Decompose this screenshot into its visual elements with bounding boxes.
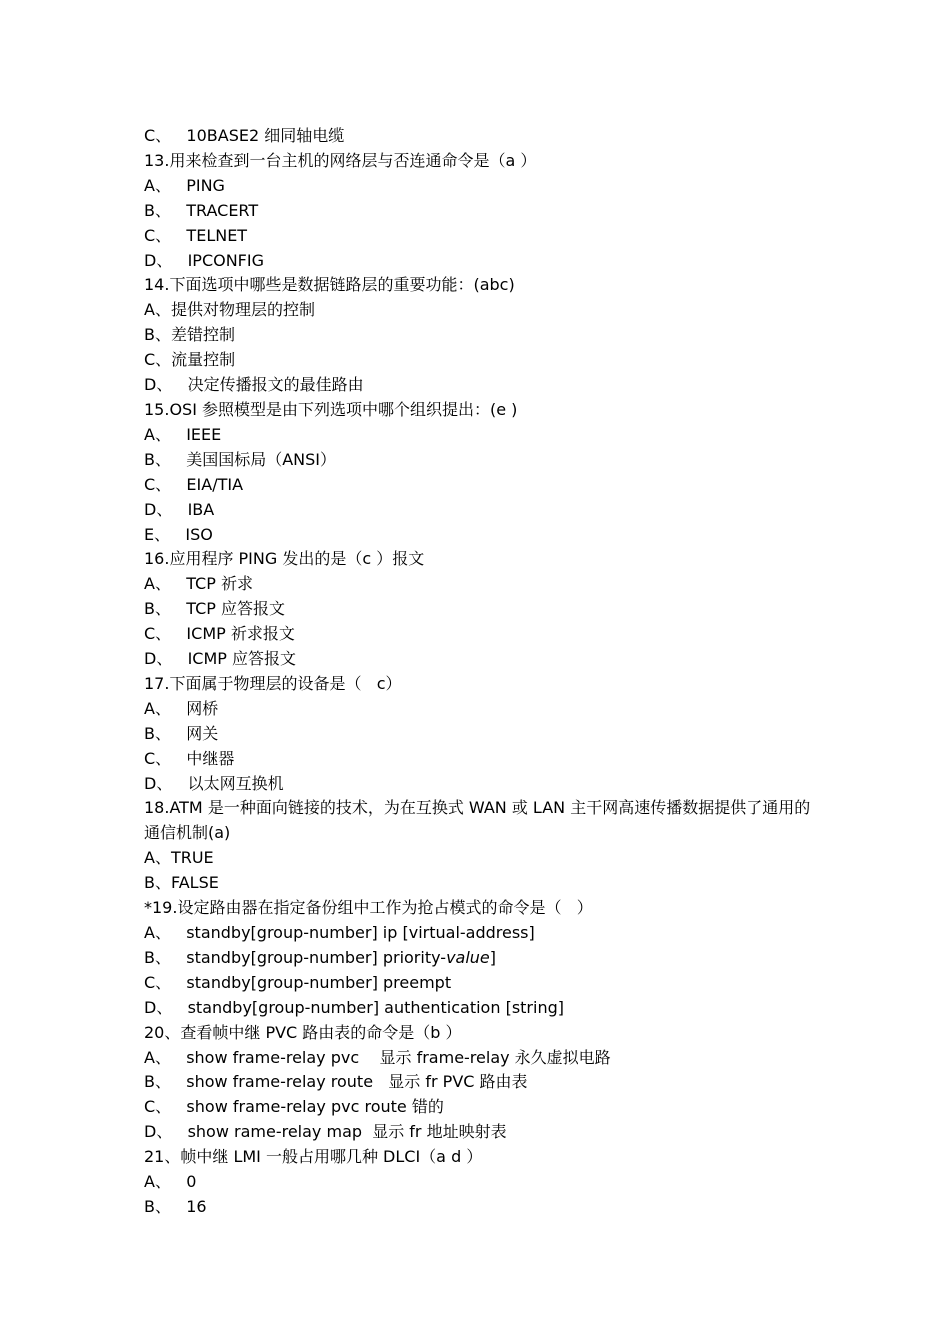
option-c: C、 中继器: [144, 748, 235, 768]
question-17: 17.下面属于物理层的设备是（ c）: [144, 673, 402, 693]
option-d: D、 决定传播报文的最佳路由: [144, 375, 364, 395]
question-15: 15.OSI 参照模型是由下列选项中哪个组织提出：(e ): [144, 399, 518, 419]
option-a: A、 show frame-relay pvc 显示 frame-relay 永久虚拟电路: [144, 1047, 611, 1067]
option-d: D、 ICMP 应答报文: [144, 649, 297, 669]
option-b-text: B、 standby[group-number] priority-: [144, 947, 447, 967]
option-a: A、 网桥: [144, 698, 219, 718]
option-a: A、 0: [144, 1172, 197, 1192]
option-a: A、 PING: [144, 175, 225, 195]
option-c: C、 10BASE2 细同轴电缆: [144, 126, 345, 145]
option-c: C、 TELNET: [144, 225, 248, 245]
option-b: B、 TCP 应答报文: [144, 599, 285, 619]
option-e: E、 ISO: [144, 524, 213, 544]
question-13: 13.用来检查到一台主机的网络层与否连通命令是（a ）: [144, 150, 537, 170]
option-a: A、 TCP 祈求: [144, 574, 253, 594]
option-b: B、 16: [144, 1196, 207, 1216]
option-d: D、 以太网互换机: [144, 773, 284, 793]
question-18: 18.ATM 是一种面向链接的技术，为在互换式 WAN 或 LAN 主干网高速传播数据提供了通用的通信机制(a): [144, 798, 811, 843]
question-21: 21、帧中继 LMI 一般占用哪几种 DLCI（a d ）: [144, 1147, 483, 1167]
option-d: D、 show rame-relay map 显示 fr 地址映射表: [144, 1122, 507, 1142]
option-b: B、 美国国标局（ANSI）: [144, 449, 337, 469]
option-c: C、 EIA/TIA: [144, 474, 244, 494]
option-c: C、 ICMP 祈求报文: [144, 624, 295, 644]
question-19: *19.设定路由器在指定备份组中工作为抢占模式的命令是（ ）: [144, 898, 593, 918]
question-20: 20、查看帧中继 PVC 路由表的命令是（b ）: [144, 1022, 462, 1042]
option-b: B、差错控制: [144, 325, 235, 345]
option-b: B、 TRACERT: [144, 200, 259, 220]
option-d: D、 IBA: [144, 499, 215, 519]
option-b: B、 网关: [144, 723, 219, 743]
option-b: [144, 946, 814, 971]
option-c: C、 standby[group-number] preempt: [144, 972, 452, 992]
option-b-closing-bracket: ]: [489, 947, 497, 967]
option-a: A、 standby[group-number] ip [virtual-address]: [144, 923, 535, 942]
question-14: 14.下面选项中哪些是数据链路层的重要功能：(abc): [144, 275, 515, 295]
option-c: C、流量控制: [144, 350, 236, 370]
option-a: A、TRUE: [144, 848, 214, 868]
option-a: A、 IEEE: [144, 424, 222, 444]
option-b-italic-value: value: [446, 947, 490, 967]
question-16: 16.应用程序 PING 发出的是（c ）报文: [144, 549, 425, 569]
option-b: B、 show frame-relay route 显示 fr PVC 路由表: [144, 1072, 528, 1092]
option-c: C、 show frame-relay pvc route 错的: [144, 1097, 444, 1117]
option-b: B、FALSE: [144, 873, 219, 893]
option-a: A、提供对物理层的控制: [144, 300, 315, 320]
option-d: D、 IPCONFIG: [144, 250, 265, 270]
option-d: D、 standby[group-number] authentication [string]: [144, 997, 564, 1017]
document-page: [144, 124, 814, 1220]
